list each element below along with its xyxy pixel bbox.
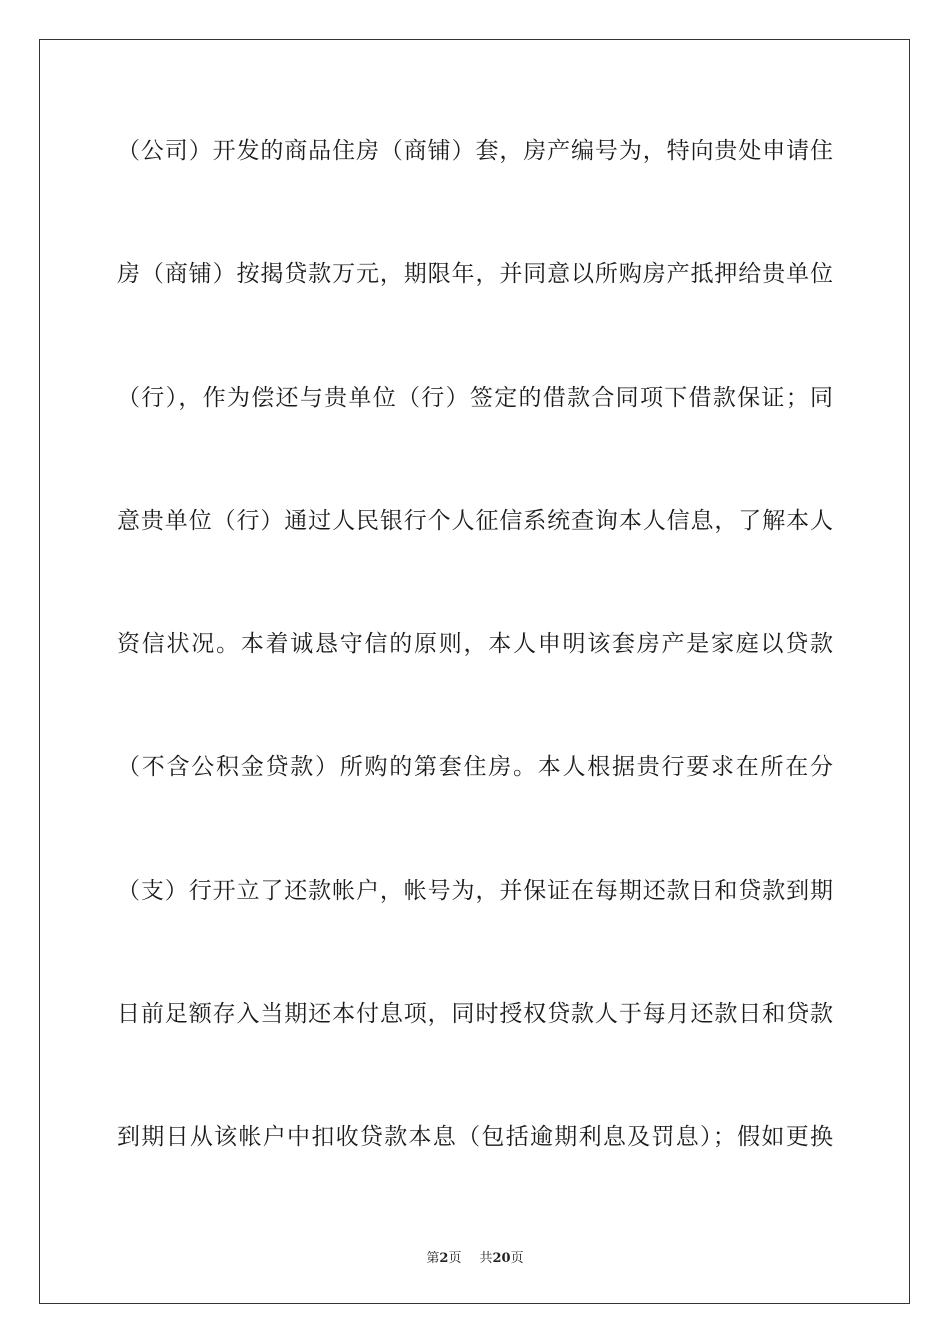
text-line-8: 日前足额存入当期还本付息项，同时授权贷款人于每月还款日和贷款 [117,1001,833,1028]
total-prefix: 共 [479,1251,493,1266]
page-number: 2 [439,1251,449,1266]
total-pages: 20 [492,1251,511,1266]
text-line-9: 到期日从该帐户中扣收贷款本息（包括逾期利息及罚息）；假如更换 [117,1124,833,1151]
page-prefix: 第 [426,1251,440,1266]
text-line-6: （不含公积金贷款）所购的第套住房。本人根据贵行要求在所在分 [117,754,833,781]
text-line-2: 房（商铺）按揭贷款万元，期限年，并同意以所购房产抵押给贵单位 [117,261,833,288]
text-line-7: （支）行开立了还款帐户，帐号为，并保证在每期还款日和贷款到期 [117,877,833,904]
text-line-3: （行），作为偿还与贵单位（行）签定的借款合同项下借款保证；同 [117,384,833,411]
text-line-1: （公司）开发的商品住房（商铺）套，房产编号为，特向贵处申请住 [117,138,833,164]
text-line-4: 意贵单位（行）通过人民银行个人征信系统查询本人信息，了解本人 [117,507,833,534]
text-line-5: 资信状况。本着诚恳守信的原则，本人申明该套房产是家庭以贷款 [117,631,833,658]
page-suffix: 页 [448,1251,462,1266]
total-suffix: 页 [510,1251,524,1266]
document-body [117,128,833,1238]
page-footer [0,1247,950,1266]
